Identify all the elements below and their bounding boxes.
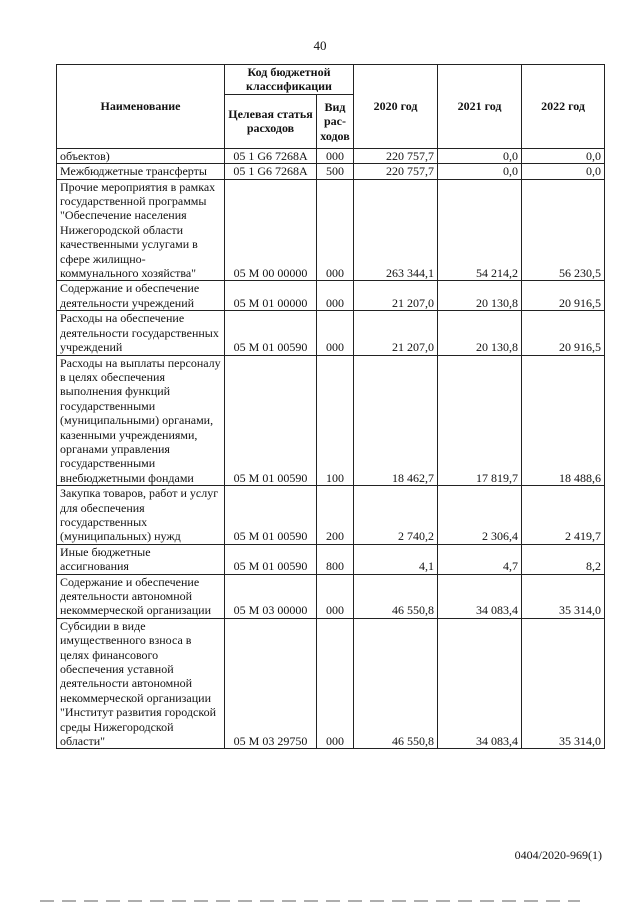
row-value-2021: 20 130,8: [438, 311, 522, 355]
header-year-2022: 2022 год: [522, 65, 605, 149]
row-target-code: 05 1 G6 7268A: [225, 164, 317, 179]
row-target-code: 05 М 01 00590: [225, 486, 317, 545]
row-value-2022: 20 916,5: [522, 311, 605, 355]
row-expense-type: 000: [317, 179, 354, 281]
row-expense-type: 000: [317, 281, 354, 311]
row-expense-type: 000: [317, 618, 354, 749]
row-value-2021: 4,7: [438, 544, 522, 574]
row-expense-type: 000: [317, 574, 354, 618]
row-expense-type: 000: [317, 311, 354, 355]
row-expense-type: 000: [317, 148, 354, 163]
row-value-2020: 2 740,2: [354, 486, 438, 545]
header-name: Наименование: [57, 65, 225, 149]
row-value-2021: 0,0: [438, 148, 522, 163]
table-row: [57, 281, 605, 311]
row-value-2020: 46 550,8: [354, 618, 438, 749]
row-target-code: 05 М 00 00000: [225, 179, 317, 281]
header-target-article: Целевая статья расходов: [225, 94, 317, 148]
row-value-2021: 34 083,4: [438, 618, 522, 749]
row-value-2021: 2 306,4: [438, 486, 522, 545]
scan-edge-decoration: [40, 900, 580, 902]
row-target-code: 05 М 03 00000: [225, 574, 317, 618]
header-year-2020: 2020 год: [354, 65, 438, 149]
table-row: [57, 486, 605, 545]
row-value-2020: 21 207,0: [354, 311, 438, 355]
row-value-2020: 46 550,8: [354, 574, 438, 618]
row-target-code: 05 М 01 00590: [225, 544, 317, 574]
row-value-2022: 2 419,7: [522, 486, 605, 545]
header-year-2021: 2021 год: [438, 65, 522, 149]
table-row: [57, 618, 605, 749]
row-target-code: 05 1 G6 7268A: [225, 148, 317, 163]
row-name: Межбюджетные трансферты: [57, 164, 225, 179]
row-name: Содержание и обеспечение деятельности автономной некоммерческой организации: [57, 574, 225, 618]
row-value-2020: 220 757,7: [354, 148, 438, 163]
row-expense-type: 500: [317, 164, 354, 179]
row-value-2021: 0,0: [438, 164, 522, 179]
row-target-code: 05 М 01 00000: [225, 281, 317, 311]
row-value-2021: 34 083,4: [438, 574, 522, 618]
row-name: Субсидии в виде имущественного взноса в целях финансового обеспечения уставной деятельности автономной некоммерческой организации "Институт развития городской среды Нижегородской области": [57, 618, 225, 749]
budget-table: [56, 64, 605, 749]
table-body: [57, 148, 605, 749]
row-value-2021: 54 214,2: [438, 179, 522, 281]
row-name: Прочие мероприятия в рамках государственной программы "Обеспечение населения Нижегородской области качественными услугами в сфере жилищно-коммунального хозяйства": [57, 179, 225, 281]
row-value-2022: 56 230,5: [522, 179, 605, 281]
row-name: Иные бюджетные ассигнования: [57, 544, 225, 574]
table-row: [57, 574, 605, 618]
row-target-code: 05 М 01 00590: [225, 355, 317, 486]
row-name: Расходы на обеспечение деятельности государственных учреждений: [57, 311, 225, 355]
row-expense-type: 100: [317, 355, 354, 486]
row-value-2020: 220 757,7: [354, 164, 438, 179]
row-value-2020: 21 207,0: [354, 281, 438, 311]
row-name: Содержание и обеспечение деятельности учреждений: [57, 281, 225, 311]
document-code: 0404/2020-969(1): [514, 848, 602, 862]
table-row: [57, 355, 605, 486]
row-value-2020: 4,1: [354, 544, 438, 574]
table-row: [57, 179, 605, 281]
row-target-code: 05 М 03 29750: [225, 618, 317, 749]
table-row: [57, 148, 605, 163]
row-value-2021: 20 130,8: [438, 281, 522, 311]
table-row: [57, 544, 605, 574]
row-value-2022: 35 314,0: [522, 574, 605, 618]
row-value-2022: 8,2: [522, 544, 605, 574]
row-target-code: 05 М 01 00590: [225, 311, 317, 355]
page-number: 40: [313, 38, 327, 53]
row-expense-type: 200: [317, 486, 354, 545]
header-budget-classification: Код бюджетной классификации: [225, 65, 354, 95]
table-row: [57, 164, 605, 179]
row-name: Закупка товаров, работ и услуг для обеспечения государственных (муниципальных) нужд: [57, 486, 225, 545]
row-value-2022: 35 314,0: [522, 618, 605, 749]
header-expense-type: Вид рас-ходов: [317, 94, 354, 148]
row-value-2022: 0,0: [522, 164, 605, 179]
table-row: [57, 311, 605, 355]
row-value-2020: 18 462,7: [354, 355, 438, 486]
row-value-2022: 18 488,6: [522, 355, 605, 486]
row-value-2022: 0,0: [522, 148, 605, 163]
row-name: объектов): [57, 148, 225, 163]
row-value-2022: 20 916,5: [522, 281, 605, 311]
row-value-2021: 17 819,7: [438, 355, 522, 486]
row-expense-type: 800: [317, 544, 354, 574]
row-value-2020: 263 344,1: [354, 179, 438, 281]
row-name: Расходы на выплаты персоналу в целях обеспечения выполнения функций государственными (муниципальными) органами, казенными учреждениями, органами управления государственными внебюджетными фондами: [57, 355, 225, 486]
